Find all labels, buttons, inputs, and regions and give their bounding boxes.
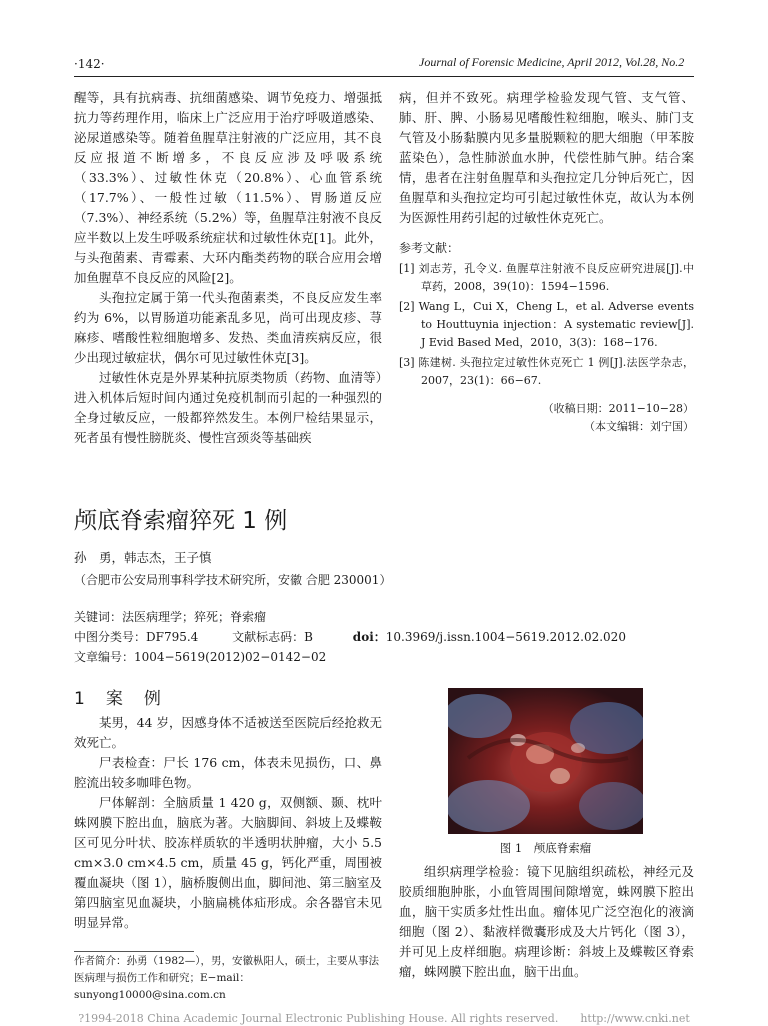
case-right-column: [399, 862, 694, 982]
figure-1-photo: [448, 688, 643, 834]
reference-item: [3] 陈建树. 头孢拉定过敏性休克死亡 1 例[J].法医学杂志，2007，23(1)：66−67.: [399, 356, 694, 387]
header-rule: [74, 76, 694, 77]
case-left-column: [74, 713, 382, 933]
doi: 10.3969/j.issn.1004−5619.2012.02.020: [385, 630, 626, 644]
references-title: 参考文献：: [399, 241, 460, 255]
paragraph: 头孢拉定属于第一代头孢菌素类，不良反应发生率约为 6%，以胃肠道功能紊乱多见，尚可出现皮疹、荨麻疹、嗜酸性粒细胞增多、发热、类血清疾病反应，很少出现过敏症状，偶尔可见过敏性休克[3]。: [74, 290, 382, 365]
journal-header: Journal of Forensic Medicine, April 2012, Vol.28, No.2: [419, 55, 685, 69]
paragraph: 病，但并不致死。病理学检验发现气管、支气管、肺、肝、脾、小肠易见嗜酸性粒细胞，喉头、肺门支气管及小肠黏膜内见多量脱颗粒的肥大细胞（甲苯胺蓝染色），急性肺淤血水肿，代偿性肺气肿。结合案情，患者在注射鱼腥草和头孢拉定几分钟后死亡，因鱼腥草和头孢拉定均可引起过敏性休克，故认为本例为医源性用药引起的过敏性休克死亡。: [399, 90, 694, 225]
figure-1-caption: 图 1 颅底脊索瘤: [499, 841, 592, 855]
copyright-footer: ?1994-2018 China Academic Journal Electronic Publishing House. All rights reserved. http://www.cnki.net: [78, 1012, 690, 1025]
paragraph: 某男，44 岁，因感身体不适被送至医院后经抢救无效死亡。: [74, 715, 382, 750]
skull-base-photo-graphic: [448, 688, 643, 834]
article-title: 颅底脊索瘤猝死 1 例: [74, 508, 288, 534]
section-heading: 1 案 例: [74, 689, 163, 709]
clc-number: 中图分类号：DF795.4: [74, 630, 199, 644]
reference-item: [2] Wang L，Cui X，Cheng L，et al. Adverse events to Houttuynia injection：A systematic review[J]. J Evid Based Med，2010，3(3)：168−176.: [399, 300, 694, 349]
page-number: ·142·: [74, 57, 105, 71]
classification-line: [74, 628, 626, 645]
editor-note: （本文编辑：刘宁国）: [584, 420, 694, 433]
paragraph: 尸表检查：尸长 176 cm，体表未见损伤，口、鼻腔流出较多咖啡色物。: [74, 755, 382, 790]
article-number: 文章编号：1004−5619(2012)02−0142−02: [74, 650, 327, 664]
paragraph: 过敏性休克是外界某种抗原类物质（药物、血清等）进入机体后短时间内通过免疫机制而引起的一种强烈的全身过敏反应，一般都猝然发生。本例尸检结果显示，死者虽有慢性膀胱炎、慢性宫颈炎等基础疾: [74, 370, 382, 445]
author-footnote: 作者简介：孙勇（1982—），男，安徽枞阳人，硕士，主要从事法医病理与损伤工作和研究；E−mail：sunyong10000@sina.com.cn: [74, 955, 379, 1001]
article-authors: 孙 勇，韩志杰，王子慎: [74, 550, 212, 565]
paragraph: 醒等，具有抗病毒、抗细菌感染、调节免疫力、增强抵抗力等药理作用，临床上广泛应用于治疗呼吸道感染、泌尿道感染等。随着鱼腥草注射液的广泛应用，其不良反应报道不断增多，不良反应涉及呼吸系统（33.3%）、过敏性休克（20.8%）、心血管系统（17.7%）、一般性过敏（11.5%）、胃肠道反应（7.3%）、神经系统（5.2%）等，鱼腥草注射液不良反应半数以上发生呼吸系统症状和过敏性休克[1]。此外，与头孢菌素、青霉素、大环内酯类药物的联合应用会增加鱼腥草不良反应的风险[2]。: [74, 90, 382, 285]
article-affiliation: （合肥市公安局刑事科学技术研究所，安徽 合肥 230001）: [74, 573, 392, 587]
received-date: （收稿日期：2011−10−28）: [542, 402, 694, 415]
paragraph: 组织病理学检验：镜下见脑组织疏松，神经元及胶质细胞肿胀，小血管周围间隙增宽，蛛网膜下腔出血，脑干实质多灶性出血。瘤体见广泛空泡化的液滴细胞（图 2）、黏液样微囊形成及大片钙化（图 3），并可见上皮样细胞。病理诊断：斜坡上及蝶鞍区脊索瘤，蛛网膜下腔出血，脑干出血。: [399, 864, 694, 979]
reference-item: [1] 刘志芳，孔令义. 鱼腥草注射液不良反应研究进展[J].中草药，2008，39(10)：1594−1596.: [399, 262, 694, 293]
footnote-rule: [74, 951, 194, 952]
doi-label: doi：: [352, 630, 386, 644]
paragraph: 尸体解剖：全脑质量 1 420 g，双侧额、颞、枕叶蛛网膜下腔出血，脑底为著。大脑脚间、斜坡上及蝶鞍区可见分叶状、胶冻样质软的半透明状肿瘤，大小 5.5 cm×3.0 cm×4.5 cm，质量 45 g，钙化严重，周围被覆血凝块（图 1），脑桥腹侧出血，脚间池、第三脑室及第四脑室见血凝块，小脑扁桃体疝形成。余各器官未见明显异常。: [74, 795, 382, 930]
prev-article-right-column: [399, 88, 694, 436]
keywords: 关键词：法医病理学；猝死；脊索瘤: [74, 610, 267, 624]
prev-article-left-column: [74, 88, 382, 448]
document-code: 文献标志码：B: [232, 630, 313, 644]
